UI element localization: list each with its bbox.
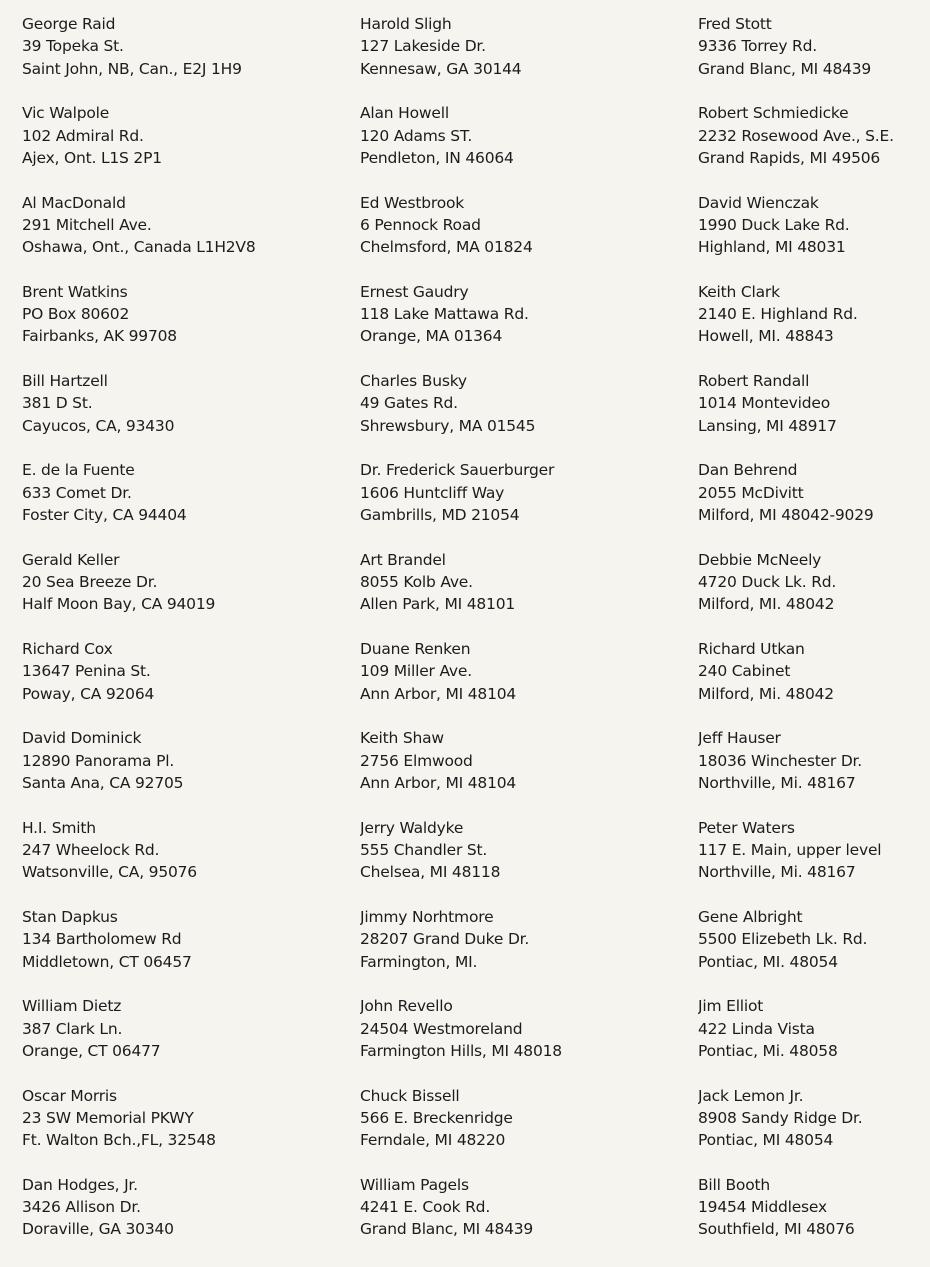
address-name: Jimmy Norhtmore — [360, 907, 494, 926]
address-city-state-zip: Kennesaw, GA 30144 — [360, 59, 522, 78]
address-entry — [22, 995, 342, 1084]
address-street: 19454 Middlesex — [698, 1198, 827, 1217]
address-street: 5500 Elizebeth Lk. Rd. — [698, 930, 868, 949]
address-entry — [22, 459, 342, 548]
address-street: 120 Adams ST. — [360, 126, 473, 145]
address-city-state-zip: Ferndale, MI 48220 — [360, 1131, 506, 1150]
address-name: E. de la Fuente — [22, 461, 135, 480]
address-name: William Dietz — [22, 997, 122, 1016]
address-street: 1606 Huntcliff Way — [360, 483, 505, 502]
address-entry — [698, 817, 930, 906]
address-name: Stan Dapkus — [22, 907, 118, 926]
address-name: Harold Sligh — [360, 15, 452, 33]
address-name: H.I. Smith — [22, 818, 96, 837]
address-street: 12890 Panorama Pl. — [22, 751, 175, 770]
address-city-state-zip: Poway, CA 92064 — [22, 684, 155, 703]
address-name: Charles Busky — [360, 372, 467, 391]
address-city-state-zip: Farmington, MI. — [360, 952, 478, 971]
address-city-state-zip: Orange, MA 01364 — [360, 327, 503, 346]
address-city-state-zip: Southfield, MI 48076 — [698, 1220, 855, 1239]
address-street: 2756 Elmwood — [360, 751, 473, 770]
address-name: Keith Clark — [698, 282, 780, 301]
address-city-state-zip: Doraville, GA 30340 — [22, 1220, 174, 1239]
address-city-state-zip: Milford, Mi. 48042 — [698, 684, 834, 703]
address-entry — [22, 13, 342, 102]
address-entry — [22, 727, 342, 816]
address-name: Bill Hartzell — [22, 372, 108, 391]
address-entry — [360, 817, 680, 906]
address-city-state-zip: Highland, MI 48031 — [698, 238, 846, 257]
address-city-state-zip: Oshawa, Ont., Canada L1H2V8 — [22, 238, 256, 257]
address-name: Jack Lemon Jr. — [698, 1086, 804, 1105]
address-city-state-zip: Howell, MI. 48843 — [698, 327, 834, 346]
address-name: Jerry Waldyke — [360, 818, 464, 837]
address-city-state-zip: Chelmsford, MA 01824 — [360, 238, 533, 257]
address-street: 387 Clark Ln. — [22, 1019, 123, 1038]
address-street: 6 Pennock Road — [360, 215, 481, 234]
address-name: Dr. Frederick Sauerburger — [360, 461, 555, 480]
address-city-state-zip: Cayucos, CA, 93430 — [22, 416, 175, 435]
address-entry — [22, 1174, 342, 1263]
address-entry — [22, 281, 342, 370]
address-entry — [22, 906, 342, 995]
address-street: 118 Lake Mattawa Rd. — [360, 305, 529, 324]
address-name: John Revello — [360, 997, 453, 1016]
address-city-state-zip: Pontiac, Mi. 48058 — [698, 1041, 838, 1060]
address-name: Al MacDonald — [22, 193, 126, 212]
address-entry — [360, 638, 680, 727]
address-street: 247 Wheelock Rd. — [22, 840, 160, 859]
address-city-state-zip: Grand Rapids, MI 49506 — [698, 148, 881, 167]
address-street: 23 SW Memorial PKWY — [22, 1108, 194, 1127]
address-city-state-zip: Ajex, Ont. L1S 2P1 — [22, 148, 162, 167]
address-city-state-zip: Santa Ana, CA 92705 — [22, 773, 184, 792]
address-city-state-zip: Shrewsbury, MA 01545 — [360, 416, 536, 435]
address-street: 4241 E. Cook Rd. — [360, 1198, 491, 1217]
address-entry — [360, 1174, 680, 1263]
address-city-state-zip: Chelsea, MI 48118 — [360, 863, 501, 882]
address-city-state-zip: Ann Arbor, MI 48104 — [360, 773, 517, 792]
address-entry — [698, 638, 930, 727]
address-name: Chuck Bissell — [360, 1086, 460, 1105]
address-street: 566 E. Breckenridge — [360, 1108, 513, 1127]
address-street: 1990 Duck Lake Rd. — [698, 215, 850, 234]
address-street: 24504 Westmoreland — [360, 1019, 523, 1038]
address-entry — [360, 102, 680, 191]
address-entry — [360, 995, 680, 1084]
address-entry — [698, 281, 930, 370]
address-city-state-zip: Allen Park, MI 48101 — [360, 595, 516, 614]
address-entry — [360, 727, 680, 816]
address-name: Debbie McNeely — [698, 550, 822, 569]
address-name: Robert Schmiedicke — [698, 104, 849, 123]
address-city-state-zip: Half Moon Bay, CA 94019 — [22, 595, 216, 614]
address-entry — [360, 370, 680, 459]
address-entry — [360, 192, 680, 281]
address-name: Oscar Morris — [22, 1086, 117, 1105]
address-street: 8908 Sandy Ridge Dr. — [698, 1108, 863, 1127]
address-entry — [698, 906, 930, 995]
address-street: 9336 Torrey Rd. — [698, 37, 817, 56]
address-name: Richard Cox — [22, 640, 113, 659]
address-name: Dan Hodges, Jr. — [22, 1175, 138, 1194]
address-street: 381 D St. — [22, 394, 93, 413]
address-street: 2232 Rosewood Ave., S.E. — [698, 126, 894, 145]
address-name: Robert Randall — [698, 372, 810, 391]
address-street: 117 E. Main, upper level — [698, 840, 882, 859]
address-city-state-zip: Pendleton, IN 46064 — [360, 148, 514, 167]
address-entry — [22, 549, 342, 638]
address-entry — [360, 1085, 680, 1174]
address-city-state-zip: Ann Arbor, MI 48104 — [360, 684, 517, 703]
address-name: Art Brandel — [360, 550, 446, 569]
address-street: 2140 E. Highland Rd. — [698, 305, 858, 324]
address-entry — [698, 1085, 930, 1174]
address-entry — [698, 459, 930, 548]
address-city-state-zip: Northville, Mi. 48167 — [698, 773, 856, 792]
address-name: Jeff Hauser — [698, 729, 781, 748]
address-entry — [360, 906, 680, 995]
address-street: 2055 McDivitt — [698, 483, 804, 502]
address-name: Ernest Gaudry — [360, 282, 469, 301]
address-street: 39 Topeka St. — [22, 37, 124, 56]
address-name: Duane Renken — [360, 640, 471, 659]
address-entry — [360, 459, 680, 548]
address-street: 633 Comet Dr. — [22, 483, 132, 502]
address-entry — [22, 192, 342, 281]
address-entry — [22, 638, 342, 727]
address-entry — [698, 1174, 930, 1263]
address-city-state-zip: Milford, MI 48042-9029 — [698, 506, 874, 525]
address-city-state-zip: Milford, MI. 48042 — [698, 595, 835, 614]
address-column-2 — [360, 13, 680, 1263]
address-street: 555 Chandler St. — [360, 840, 488, 859]
address-city-state-zip: Ft. Walton Bch.,FL, 32548 — [22, 1131, 216, 1150]
address-street: 4720 Duck Lk. Rd. — [698, 573, 837, 592]
address-name: Peter Waters — [698, 818, 795, 837]
address-street: 3426 Allison Dr. — [22, 1198, 141, 1217]
address-street: 134 Bartholomew Rd — [22, 930, 182, 949]
address-entry — [698, 13, 930, 102]
address-name: Richard Utkan — [698, 640, 805, 659]
address-city-state-zip: Gambrills, MD 21054 — [360, 506, 520, 525]
address-name: David Dominick — [22, 729, 142, 748]
address-entry — [698, 102, 930, 191]
address-street: 422 Linda Vista — [698, 1019, 815, 1038]
address-entry — [360, 281, 680, 370]
address-street: 20 Sea Breeze Dr. — [22, 573, 158, 592]
address-entry — [360, 13, 680, 102]
address-street: 291 Mitchell Ave. — [22, 215, 152, 234]
address-city-state-zip: Fairbanks, AK 99708 — [22, 327, 177, 346]
address-street: 109 Miller Ave. — [360, 662, 472, 681]
address-street: PO Box 80602 — [22, 305, 130, 324]
address-entry — [698, 995, 930, 1084]
address-city-state-zip: Foster City, CA 94404 — [22, 506, 187, 525]
address-name: Ed Westbrook — [360, 193, 465, 212]
address-entry — [22, 817, 342, 906]
address-street: 102 Admiral Rd. — [22, 126, 144, 145]
address-entry — [22, 102, 342, 191]
address-city-state-zip: Watsonville, CA, 95076 — [22, 863, 197, 882]
address-name: Vic Walpole — [22, 104, 110, 123]
address-city-state-zip: Orange, CT 06477 — [22, 1041, 161, 1060]
address-entry — [22, 1085, 342, 1174]
address-name: Brent Watkins — [22, 282, 128, 301]
address-city-state-zip: Grand Blanc, MI 48439 — [360, 1220, 534, 1239]
address-street: 28207 Grand Duke Dr. — [360, 930, 530, 949]
address-street: 127 Lakeside Dr. — [360, 37, 486, 56]
address-name: Fred Stott — [698, 15, 772, 33]
address-city-state-zip: Northville, Mi. 48167 — [698, 863, 856, 882]
address-entry — [698, 370, 930, 459]
address-street: 8055 Kolb Ave. — [360, 573, 473, 592]
address-name: Gene Albright — [698, 907, 803, 926]
address-city-state-zip: Middletown, CT 06457 — [22, 952, 192, 971]
address-street: 240 Cabinet — [698, 662, 791, 681]
address-entry — [698, 549, 930, 638]
address-name: Keith Shaw — [360, 729, 444, 748]
address-name: Jim Elliot — [698, 997, 764, 1016]
address-name: Bill Booth — [698, 1175, 770, 1194]
address-name: George Raid — [22, 15, 116, 33]
address-street: 13647 Penina St. — [22, 662, 151, 681]
address-name: Alan Howell — [360, 104, 449, 123]
address-city-state-zip: Grand Blanc, MI 48439 — [698, 59, 872, 78]
address-name: Gerald Keller — [22, 550, 120, 569]
address-entry — [698, 727, 930, 816]
address-column-3 — [698, 13, 930, 1263]
address-entry — [22, 370, 342, 459]
address-street: 49 Gates Rd. — [360, 394, 458, 413]
address-column-1 — [22, 13, 342, 1263]
address-entry — [360, 549, 680, 638]
address-street: 18036 Winchester Dr. — [698, 751, 863, 770]
address-name: David Wienczak — [698, 193, 819, 212]
address-city-state-zip: Farmington Hills, MI 48018 — [360, 1041, 562, 1060]
address-city-state-zip: Pontiac, MI 48054 — [698, 1131, 834, 1150]
address-city-state-zip: Pontiac, MI. 48054 — [698, 952, 838, 971]
address-city-state-zip: Lansing, MI 48917 — [698, 416, 837, 435]
address-name: Dan Behrend — [698, 461, 798, 480]
address-name: William Pagels — [360, 1175, 469, 1194]
address-street: 1014 Montevideo — [698, 394, 831, 413]
address-city-state-zip: Saint John, NB, Can., E2J 1H9 — [22, 59, 242, 78]
address-entry — [698, 192, 930, 281]
